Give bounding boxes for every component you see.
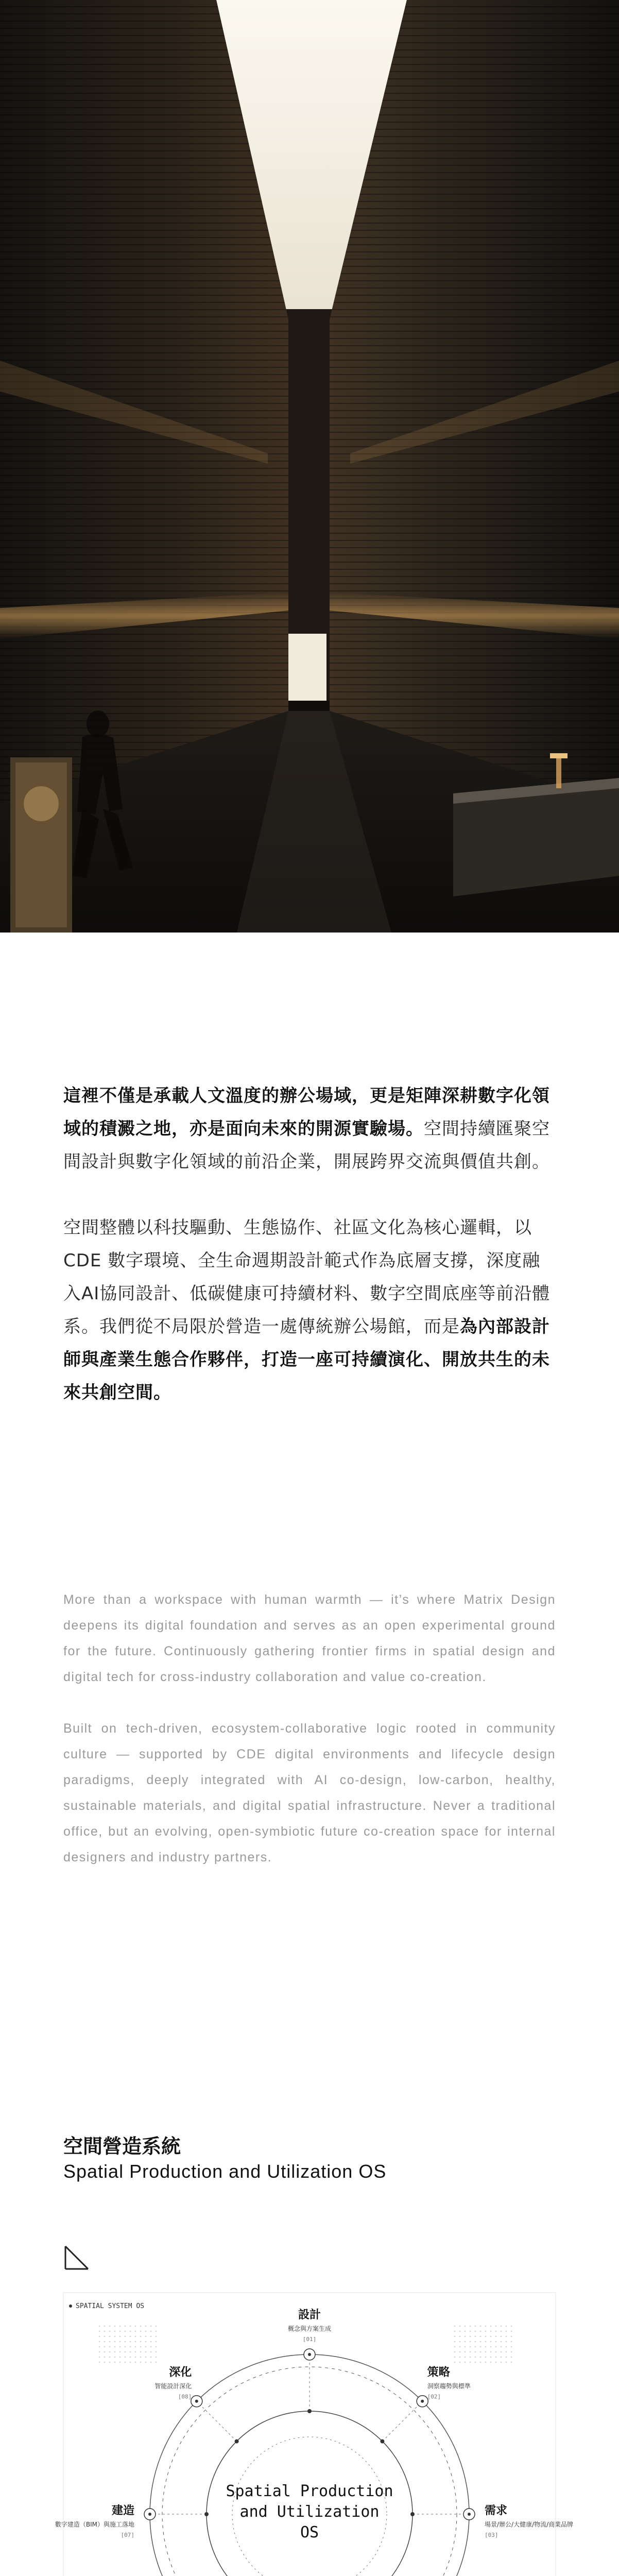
grid-dot <box>501 2357 502 2358</box>
mid-ring-dot <box>235 2439 239 2444</box>
grid-dot <box>140 2341 142 2343</box>
grid-dot <box>156 2326 157 2327</box>
node-title: 設計 <box>298 2309 321 2321</box>
grid-dot <box>465 2346 466 2348</box>
mid-ring-dot <box>410 2512 415 2516</box>
corner-label: SPATIAL SYSTEM OS <box>76 2302 145 2310</box>
grid-dot <box>145 2331 147 2332</box>
grid-dot <box>485 2357 487 2358</box>
grid-dot <box>135 2326 136 2327</box>
corner-dot <box>69 2304 72 2308</box>
grid-dot <box>150 2341 152 2343</box>
grid-dot <box>490 2341 492 2343</box>
grid-dot <box>130 2336 131 2337</box>
grid-dot <box>150 2326 152 2327</box>
grid-dot <box>495 2336 497 2337</box>
grid-dot <box>480 2357 482 2358</box>
node-subtitle: 洞察趨勢與標準 <box>427 2382 471 2390</box>
diagram-title-en: Spatial Production and Utilization OS <box>63 2161 387 2182</box>
grid-dot <box>511 2351 512 2353</box>
grid-dot <box>459 2341 461 2343</box>
node-code: [03] <box>485 2532 498 2538</box>
grid-dot <box>150 2346 152 2348</box>
intro-cn-paragraph-1 <box>63 1079 556 1178</box>
mid-ring-dot <box>380 2439 384 2444</box>
grid-dot <box>511 2362 512 2363</box>
grid-dot <box>125 2362 126 2363</box>
grid-dot <box>104 2351 106 2353</box>
grid-dot <box>140 2326 142 2327</box>
grid-dot <box>99 2346 100 2348</box>
grid-dot <box>114 2362 116 2363</box>
grid-dot <box>99 2326 100 2327</box>
node-marker-dot <box>195 2400 198 2403</box>
grid-dot <box>140 2351 142 2353</box>
diagram-title-cn: 空間營造系統 <box>63 2135 181 2158</box>
grid-dot <box>506 2351 507 2353</box>
intro-cn-p1-bold: 這裡不僅是承載人文溫度的辦公場域，更是矩陣深耕數字化領域的積澱之地，亦是面向未來的開源實驗場。 <box>63 1086 550 1139</box>
grid-dot <box>475 2346 476 2348</box>
grid-dot <box>130 2331 131 2332</box>
grid-dot <box>480 2351 482 2353</box>
grid-dot <box>125 2346 126 2348</box>
grid-dot <box>490 2331 492 2332</box>
grid-dot <box>150 2362 152 2363</box>
grid-dot <box>145 2362 147 2363</box>
grid-dot <box>475 2357 476 2358</box>
grid-dot <box>119 2351 121 2353</box>
grid-dot <box>511 2326 512 2327</box>
grid-dot <box>490 2346 492 2348</box>
grid-dot <box>475 2341 476 2343</box>
grid-dot <box>495 2357 497 2358</box>
grid-dot <box>459 2362 461 2363</box>
node-code: [01] <box>302 2336 317 2343</box>
node-title: 策略 <box>427 2366 450 2379</box>
grid-dot <box>119 2341 121 2343</box>
center-label-2: and Utilization <box>239 2503 380 2521</box>
grid-dot <box>459 2336 461 2337</box>
grid-dot <box>465 2357 466 2358</box>
grid-dot <box>99 2362 100 2363</box>
grid-dot <box>465 2351 466 2353</box>
grid-dot <box>480 2341 482 2343</box>
grid-dot <box>454 2331 456 2332</box>
diagram-header <box>63 2134 556 2184</box>
grid-dot <box>109 2331 111 2332</box>
grid-dot <box>114 2341 116 2343</box>
grid-dot <box>511 2341 512 2343</box>
grid-dot <box>135 2357 136 2358</box>
grid-dot <box>109 2341 111 2343</box>
grid-dot <box>475 2331 476 2332</box>
grid-dot <box>459 2351 461 2353</box>
grid-dot <box>156 2336 157 2337</box>
grid-dot <box>459 2326 461 2327</box>
grid-dot <box>454 2351 456 2353</box>
grid-dot <box>501 2351 502 2353</box>
grid-dot <box>490 2351 492 2353</box>
grid-dot <box>114 2326 116 2327</box>
grid-dot <box>119 2362 121 2363</box>
grid-dot <box>470 2357 471 2358</box>
node-subtitle: 場景/辦公/大健康/物流/商業品牌 <box>485 2521 574 2528</box>
spatial-os-svg <box>55 2236 574 2576</box>
grid-dot <box>114 2357 116 2358</box>
grid-dot <box>130 2362 131 2363</box>
grid-dot <box>480 2331 482 2332</box>
spatial-os-diagram <box>55 2236 574 2576</box>
grid-dot <box>506 2362 507 2363</box>
grid-dot <box>511 2336 512 2337</box>
grid-dot <box>114 2336 116 2337</box>
node-subtitle: 智能設計深化 <box>154 2382 192 2390</box>
grid-dot <box>511 2357 512 2358</box>
grid-dot <box>145 2357 147 2358</box>
intro-en-paragraph-2: Built on tech-driven, ecosystem-collaborative logic rooted in community culture — supported by CDE digital environments and lifecycle design paradigms, deeply integrated with AI co-design, low-carbon, healthy, sustainable materials, and digital spatial infrastructure. Never a traditional office, but an evolving, open-symbiotic future co-creation space for internal designers and industry partners. <box>63 1721 556 1865</box>
grid-dot <box>495 2326 497 2327</box>
intro-cn-paragraph-2 <box>63 1211 556 1409</box>
grid-dot <box>490 2326 492 2327</box>
grid-dot <box>135 2331 136 2332</box>
grid-dot <box>156 2362 157 2363</box>
grid-dot <box>114 2331 116 2332</box>
grid-dot <box>480 2336 482 2337</box>
grid-dot <box>470 2362 471 2363</box>
grid-dot <box>109 2362 111 2363</box>
grid-dot <box>99 2357 100 2358</box>
grid-dot <box>454 2362 456 2363</box>
grid-dot <box>454 2357 456 2358</box>
grid-dot <box>501 2336 502 2337</box>
grid-dot <box>490 2362 492 2363</box>
grid-dot <box>119 2346 121 2348</box>
grid-dot <box>506 2357 507 2358</box>
grid-dot <box>501 2341 502 2343</box>
center-label-1: Spatial Production <box>226 2482 393 2500</box>
node-title: 建造 <box>111 2504 134 2517</box>
grid-dot <box>156 2351 157 2353</box>
grid-dot <box>109 2346 111 2348</box>
node-marker-dot <box>468 2513 471 2516</box>
grid-dot <box>156 2357 157 2358</box>
grid-dot <box>490 2336 492 2337</box>
grid-dot <box>470 2341 471 2343</box>
grid-dot <box>501 2362 502 2363</box>
grid-dot <box>114 2346 116 2348</box>
grid-dot <box>459 2357 461 2358</box>
grid-dot <box>99 2341 100 2343</box>
grid-dot <box>495 2331 497 2332</box>
grid-dot <box>125 2341 126 2343</box>
grid-dot <box>150 2351 152 2353</box>
grid-dot <box>490 2357 492 2358</box>
grid-dot <box>470 2336 471 2337</box>
grid-dot <box>104 2362 106 2363</box>
grid-dot <box>485 2346 487 2348</box>
grid-dot <box>104 2326 106 2327</box>
grid-dot <box>99 2336 100 2337</box>
intro-en <box>63 1587 556 1870</box>
grid-dot <box>135 2362 136 2363</box>
grid-dot <box>459 2331 461 2332</box>
node-marker-dot <box>148 2513 151 2516</box>
grid-dot <box>485 2351 487 2353</box>
grid-dot <box>119 2357 121 2358</box>
hero-photo <box>0 0 619 933</box>
intro-cn-p1-rest: 空間持續匯聚空間設計與數字化領域的前沿企業，開展跨界交流與價值共創。 <box>63 1118 550 1172</box>
grid-dot <box>465 2362 466 2363</box>
grid-dot <box>475 2326 476 2327</box>
grid-dot <box>125 2331 126 2332</box>
grid-dot <box>99 2351 100 2353</box>
center-label-3: OS <box>300 2523 319 2541</box>
node-marker-dot <box>421 2400 424 2403</box>
grid-dot <box>485 2336 487 2337</box>
grid-dot <box>145 2346 147 2348</box>
grid-dot <box>125 2351 126 2353</box>
grid-dot <box>119 2326 121 2327</box>
grid-dot <box>135 2346 136 2348</box>
grid-dot <box>454 2326 456 2327</box>
node-subtitle: 概念與方案生成 <box>287 2325 332 2332</box>
node-code: [02] <box>427 2393 441 2400</box>
grid-dot <box>130 2341 131 2343</box>
grid-dot <box>475 2362 476 2363</box>
grid-dot <box>104 2331 106 2332</box>
grid-dot <box>465 2336 466 2337</box>
corridor-illustration <box>0 0 619 933</box>
grid-dot <box>495 2362 497 2363</box>
grid-dot <box>140 2346 142 2348</box>
grid-dot <box>119 2331 121 2332</box>
grid-dot <box>125 2357 126 2358</box>
grid-dot <box>104 2341 106 2343</box>
grid-dot <box>145 2351 147 2353</box>
grid-dot <box>454 2346 456 2348</box>
grid-dot <box>501 2326 502 2327</box>
grid-dot <box>156 2346 157 2348</box>
grid-dot <box>125 2326 126 2327</box>
grid-dot <box>125 2336 126 2337</box>
grid-dot <box>506 2346 507 2348</box>
grid-dot <box>501 2331 502 2332</box>
node-code: [08] <box>178 2393 192 2400</box>
node-title: 深化 <box>169 2366 192 2379</box>
grid-dot <box>506 2341 507 2343</box>
intro-cn-p2-rest: 空間整體以科技驅動、生態協作、社區文化為核心邏輯，以 CDE 數字環境、全生命週期設計範式作為底層支撐，深度融入AI協同設計、低碳健康可持續材料、數字空間底座等前沿體系。我們從不局限於營造一處傳統辦公場館，而是 <box>63 1217 551 1337</box>
grid-dot <box>495 2351 497 2353</box>
grid-dot <box>470 2326 471 2327</box>
intro-en-paragraph-1: More than a workspace with human warmth — it’s where Matrix Design deepens its digital foundation and serves as an open experimental ground for the future. Continuously gathering frontier firms in spatial design and digital tech for cross-industry collaboration and value co-creation. <box>63 1592 556 1684</box>
grid-dot <box>470 2346 471 2348</box>
grid-dot <box>495 2346 497 2348</box>
arrow-down-right-icon <box>65 2246 88 2269</box>
grid-dot <box>130 2357 131 2358</box>
grid-dot <box>135 2341 136 2343</box>
grid-dot <box>454 2336 456 2337</box>
grid-dot <box>140 2336 142 2337</box>
grid-dot <box>150 2336 152 2337</box>
grid-dot <box>130 2326 131 2327</box>
grid-dot <box>480 2362 482 2363</box>
grid-dot <box>511 2346 512 2348</box>
node-title: 需求 <box>485 2504 508 2517</box>
grid-dot <box>150 2357 152 2358</box>
grid-dot <box>454 2341 456 2343</box>
grid-dot <box>109 2357 111 2358</box>
grid-dot <box>140 2331 142 2332</box>
grid-dot <box>119 2336 121 2337</box>
grid-dot <box>506 2336 507 2337</box>
grid-dot <box>511 2331 512 2332</box>
grid-dot <box>140 2357 142 2358</box>
grid-dot <box>145 2336 147 2337</box>
grid-dot <box>156 2331 157 2332</box>
grid-dot <box>150 2331 152 2332</box>
grid-dot <box>470 2351 471 2353</box>
grid-dot <box>145 2341 147 2343</box>
grid-dot <box>475 2351 476 2353</box>
grid-dot <box>145 2326 147 2327</box>
grid-dot <box>140 2362 142 2363</box>
grid-dot <box>104 2357 106 2358</box>
grid-dot <box>130 2351 131 2353</box>
node-marker-dot <box>308 2353 311 2356</box>
grid-dot <box>135 2336 136 2337</box>
grid-dot <box>501 2346 502 2348</box>
grid-dot <box>485 2331 487 2332</box>
node-code: [07] <box>121 2532 134 2538</box>
grid-dot <box>104 2336 106 2337</box>
mid-ring-dot <box>307 2409 312 2413</box>
intro-cn <box>63 1079 556 1409</box>
grid-dot <box>99 2331 100 2332</box>
grid-dot <box>156 2341 157 2343</box>
node-subtitle: 數字建造（BIM）與施工落地 <box>55 2521 134 2528</box>
grid-dot <box>470 2331 471 2332</box>
grid-dot <box>114 2351 116 2353</box>
intro-cn-p2-bold: 為內部設計師與產業生態合作夥伴，打造一座可持續演化、開放共生的未來共創空間。 <box>63 1316 550 1403</box>
grid-dot <box>506 2331 507 2332</box>
grid-dot <box>109 2336 111 2337</box>
grid-dot <box>465 2331 466 2332</box>
grid-dot <box>495 2341 497 2343</box>
mid-ring-dot <box>204 2512 209 2516</box>
grid-dot <box>480 2326 482 2327</box>
grid-dot <box>480 2346 482 2348</box>
grid-dot <box>104 2346 106 2348</box>
grid-dot <box>475 2336 476 2337</box>
grid-dot <box>459 2346 461 2348</box>
grid-dot <box>135 2351 136 2353</box>
grid-dot <box>130 2346 131 2348</box>
grid-dot <box>485 2341 487 2343</box>
grid-dot <box>109 2326 111 2327</box>
grid-dot <box>485 2362 487 2363</box>
grid-dot <box>109 2351 111 2353</box>
grid-dot <box>465 2341 466 2343</box>
grid-dot <box>506 2326 507 2327</box>
grid-dot <box>485 2326 487 2327</box>
grid-dot <box>465 2326 466 2327</box>
